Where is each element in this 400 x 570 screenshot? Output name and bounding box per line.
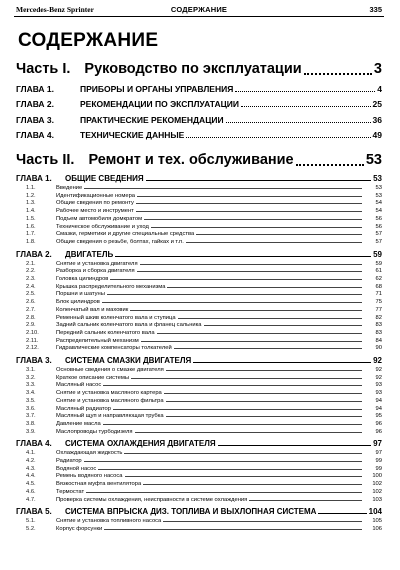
subsection-entry: [16, 526, 382, 532]
subsection-entry: [16, 413, 382, 419]
subsection-entry-title: Передний сальник коленчатого вала: [56, 329, 155, 336]
subsection-entry: [16, 345, 382, 351]
part1-label: Часть I.: [16, 61, 71, 77]
subsection-entry-title: Смазки, герметики и другие специальные средства: [56, 231, 195, 238]
subsection-entry-number: 4.5.: [26, 481, 36, 488]
header-page-number: 335: [369, 5, 382, 14]
subsection-entry-number: 2.1.: [26, 260, 36, 267]
subsection-entry-page: 62: [375, 276, 382, 282]
leader-line: [103, 385, 362, 386]
subsection-entry-title: Задний сальник коленчатого вала и фланец сальника: [56, 322, 202, 329]
subsection-entry-number: 3.4.: [26, 390, 36, 397]
subsection-entry-title: Подъем автомобиля домкратом: [56, 215, 143, 222]
subsection-entry-number: 3.7.: [26, 413, 36, 420]
subsection-entry-page: 92: [375, 374, 382, 381]
leader-line: [166, 370, 362, 371]
subsection-entry-title: Поршни и шатуны: [56, 291, 105, 298]
subsection-entry-page: 103: [372, 496, 382, 503]
chapter-entry-number: ГЛАВА 4.: [16, 129, 55, 140]
subsection-entry-page: 71: [375, 291, 382, 298]
subsection-entry-page: 99: [375, 458, 382, 464]
subsection-entry-page: 56: [375, 215, 382, 222]
subsection-entry-page: 92: [375, 367, 382, 373]
subsection-entry-title: Коленчатый вал и маховик: [56, 306, 129, 313]
leader-line: [146, 180, 371, 181]
subsection-entry-number: 2.5.: [26, 291, 36, 298]
subsection-entry-page: 100: [372, 473, 382, 480]
leader-line: [249, 500, 362, 501]
subsection-entry-number: 1.6.: [26, 223, 36, 230]
subsection-entry-page: 95: [375, 413, 382, 420]
section-entry-number: ГЛАВА 1.: [16, 174, 52, 183]
subsection-entry-number: 2.3.: [26, 276, 36, 282]
subsection-entry: [16, 421, 382, 427]
leader-line: [102, 302, 362, 303]
subsection-entry-number: 3.5.: [26, 397, 36, 404]
subsection-entry-title: Снятие и установка масляного фильтра: [56, 397, 164, 404]
subsection-entry-page: 56: [375, 223, 382, 230]
subsection-entry-number: 4.3.: [26, 465, 36, 472]
subsection-entry-title: Снятие и установка топливного насоса: [56, 518, 162, 525]
subsection-entry: [16, 458, 382, 464]
leader-line: [226, 122, 371, 123]
subsection-entry: [16, 193, 382, 199]
leader-line: [137, 196, 362, 197]
leader-line: [86, 492, 362, 493]
subsection-entry-page: 83: [375, 329, 382, 336]
subsection-entry-number: 2.2.: [26, 268, 36, 275]
subsection-entry-number: 3.8.: [26, 420, 36, 427]
subsection-entry-title: Гидравлические компенсаторы толкателей: [56, 345, 172, 352]
subsection-entry-title: Охлаждающая жидкость: [56, 450, 123, 457]
subsection-entry: [16, 185, 382, 191]
subsection-entry-number: 1.4.: [26, 208, 36, 215]
section-entry: [16, 174, 382, 183]
part1-page: 3: [373, 61, 382, 77]
subsection-entry-number: 4.4.: [26, 473, 36, 480]
subsection-entry-title: Снятие и установка двигателя: [56, 260, 138, 267]
subsection-entry: [16, 375, 382, 381]
chapter-entry-number: ГЛАВА 3.: [16, 114, 55, 125]
subsection-entry-page: 57: [375, 231, 382, 238]
subsection-entry: [16, 497, 382, 503]
leader-line: [193, 362, 371, 363]
leader-line: [163, 521, 362, 522]
subsection-entry-page: 99: [375, 465, 382, 472]
section-entry-number: ГЛАВА 2.: [16, 249, 52, 259]
subsection-entry: [16, 406, 382, 412]
subsection-entry: [16, 466, 382, 472]
subsection-entry-page: 54: [375, 208, 382, 215]
subsection-entry-page: 82: [375, 314, 382, 321]
subsection-entry: [16, 481, 382, 487]
leader-line: [136, 211, 362, 212]
subsection-entry-page: 83: [375, 322, 382, 329]
subsection-entry-page: 61: [375, 268, 382, 275]
subsection-entry: [16, 284, 382, 290]
subsection-entry-number: 1.8.: [26, 238, 36, 245]
subsection-entry-title: Основные сведения о смазке двигателя: [56, 367, 164, 373]
subsection-entry-title: Масляный радиатор: [56, 405, 111, 412]
subsection-entry: [16, 239, 382, 245]
section-entry: [16, 250, 382, 259]
subsection-entry-title: Корпус форсунки: [56, 525, 103, 532]
subsection-entry-title: Термостат: [56, 488, 85, 495]
subsection-entry-title: Проверка системы охлаждения, неисправности в системе охлаждения: [56, 496, 248, 503]
subsection-entry-title: Масляный щуп и направляющая трубка: [56, 413, 164, 420]
header-book-title: Mercedes-Benz Sprinter: [16, 5, 94, 14]
chapter-entry-title: РЕКОМЕНДАЦИИ ПО ЭКСПЛУАТАЦИИ: [80, 99, 240, 110]
subsection-entry: [16, 473, 382, 479]
subsection-entry-page: 75: [375, 299, 382, 306]
subsection-entry-number: 2.10.: [26, 329, 39, 336]
leader-line: [144, 219, 362, 220]
part2-title: Ремонт и тех. обслуживание: [88, 152, 294, 168]
subsection-entry: [16, 299, 382, 305]
leader-line: [136, 203, 362, 204]
subsection-entry-number: 3.1.: [26, 367, 36, 373]
leader-line: [103, 424, 362, 425]
subsection-entry: [16, 224, 382, 230]
subsection-entry: [16, 398, 382, 404]
subsection-entry-number: 2.9.: [26, 322, 36, 329]
subsection-entry-page: 53: [375, 192, 382, 199]
chapter-entry-number: ГЛАВА 2.: [16, 99, 55, 110]
subsection-entry: [16, 429, 382, 435]
subsection-entry-title: Рабочее место и инструмент: [56, 208, 134, 215]
subsection-entry-title: Вязкостная муфта вентилятора: [56, 481, 142, 488]
leader-line: [178, 318, 362, 319]
subsection-entry: [16, 307, 382, 313]
subsection-entry-page: 94: [375, 405, 382, 412]
section-entry-title: ОБЩИЕ СВЕДЕНИЯ: [65, 174, 144, 183]
leader-line: [151, 227, 362, 228]
section-entry-number: ГЛАВА 4.: [16, 439, 52, 449]
subsection-entry-title: Ременный шкив коленчатого вала и ступица: [56, 314, 176, 321]
section-entry-number: ГЛАВА 3.: [16, 356, 52, 365]
chapter-entry: [16, 115, 382, 125]
chapter-entry: [16, 99, 382, 109]
chapter-entry-page: 36: [372, 114, 382, 125]
subsection-entry-number: 2.7.: [26, 306, 36, 313]
page-title: СОДЕРЖАНИЕ: [18, 30, 159, 51]
chapter-entry: [16, 130, 382, 140]
subsection-entry: [16, 315, 382, 321]
leader-line: [140, 264, 362, 265]
subsection-entry-page: 84: [375, 337, 382, 344]
subsection-entry-page: 97: [375, 450, 382, 457]
section-entry-page: 92: [373, 356, 382, 365]
subsection-entry: [16, 338, 382, 344]
subsection-entry-number: 4.1.: [26, 450, 36, 457]
subsection-entry-title: Общие сведения по ремонту: [56, 200, 134, 207]
subsection-entry-number: 2.12.: [26, 345, 39, 352]
leader-line: [166, 416, 362, 417]
section-entry-page: 104: [368, 507, 382, 517]
subsection-entry-title: Блок цилиндров: [56, 299, 100, 306]
part1-entry: [16, 61, 382, 77]
leader-line: [110, 279, 362, 280]
subsection-entry-title: Давление масла: [56, 420, 101, 427]
leader-line: [167, 287, 362, 288]
subsection-entry-page: 93: [375, 390, 382, 397]
section-entry-page: 53: [373, 174, 382, 183]
subsection-entry: [16, 330, 382, 336]
header-rule: [14, 16, 384, 17]
header-section: СОДЕРЖАНИЕ: [170, 5, 228, 14]
section-entry: [16, 356, 382, 365]
subsection-entry-number: 3.9.: [26, 428, 36, 435]
chapter-entry-page: 49: [372, 129, 382, 140]
subsection-entry-title: Водяной насос: [56, 465, 97, 472]
subsection-entry: [16, 276, 382, 282]
leader-line: [124, 453, 362, 454]
leader-line: [84, 188, 362, 189]
leader-line: [196, 234, 362, 235]
leader-line: [137, 271, 362, 272]
subsection-entry: [16, 450, 382, 456]
leader-line: [131, 378, 362, 379]
leader-line: [115, 256, 371, 257]
leader-line: [141, 341, 362, 342]
subsection-entry-number: 2.11.: [26, 337, 39, 344]
subsection-entry: [16, 322, 382, 328]
subsection-entry-page: 77: [375, 306, 382, 313]
section-entry-page: 97: [373, 439, 382, 449]
leader-line: [125, 476, 363, 477]
section-entry-title: СИСТЕМА СМАЗКИ ДВИГАТЕЛЯ: [65, 356, 192, 365]
subsection-entry: [16, 291, 382, 297]
subsection-entry: [16, 367, 382, 373]
subsection-entry: [16, 216, 382, 222]
chapter-entry-title: ТЕХНИЧЕСКИЕ ДАННЫЕ: [80, 129, 185, 140]
subsection-entry-number: 2.8.: [26, 314, 36, 321]
leader-line: [130, 310, 362, 311]
subsection-entry: [16, 208, 382, 214]
subsection-entry-number: 4.2.: [26, 458, 36, 464]
subsection-entry-number: 1.7.: [26, 231, 36, 238]
subsection-entry-page: 102: [372, 481, 382, 488]
leader-dots: [304, 73, 372, 75]
subsection-entry-page: 59: [375, 260, 382, 267]
subsection-entry-number: 1.1.: [26, 185, 36, 191]
subsection-entry-title: Снятие и установка масляного картера: [56, 390, 162, 397]
subsection-entry-page: 93: [375, 382, 382, 389]
leader-line: [186, 242, 362, 243]
subsection-entry-page: 68: [375, 283, 382, 290]
subsection-entry-number: 3.6.: [26, 405, 36, 412]
leader-line: [241, 106, 371, 107]
part2-page: 53: [365, 152, 382, 168]
subsection-entry-number: 4.7.: [26, 496, 36, 503]
subsection-entry-title: Маслопроводы турбодизеля: [56, 428, 133, 435]
chapter-entry-title: ПРАКТИЧЕСКИЕ РЕКОМЕНДАЦИИ: [80, 114, 224, 125]
section-entry: [16, 507, 382, 516]
subsection-entry-number: 1.3.: [26, 200, 36, 207]
leader-line: [107, 294, 362, 295]
chapter-entry-page: 25: [372, 99, 382, 110]
subsection-entry-number: 3.3.: [26, 382, 36, 389]
subsection-entry-number: 1.5.: [26, 215, 36, 222]
part1-title: Руководство по эксплуатации: [84, 61, 302, 77]
subsection-entry-page: 96: [375, 420, 382, 427]
subsection-entry-number: 2.4.: [26, 283, 36, 290]
subsection-entry-title: Масляный насос: [56, 382, 102, 389]
leader-line: [166, 401, 362, 402]
leader-line: [143, 484, 362, 485]
subsection-entry: [16, 200, 382, 206]
section-entry-number: ГЛАВА 5.: [16, 507, 52, 517]
section-entry-page: 59: [373, 249, 382, 259]
subsection-entry-number: 5.1.: [26, 518, 36, 525]
subsection-entry-number: 3.2.: [26, 374, 36, 381]
chapter-entry-number: ГЛАВА 1.: [16, 84, 55, 94]
subsection-entry-number: 2.6.: [26, 299, 36, 306]
subsection-entry-page: 106: [372, 525, 382, 532]
section-entry-title: СИСТЕМА ВПРЫСКА ДИЗ. ТОПЛИВА И ВЫХЛОПНАЯ СИСТЕМА: [65, 507, 317, 517]
subsection-entry-page: 57: [375, 238, 382, 245]
leader-line: [318, 513, 366, 514]
subsection-entry-title: Введение: [56, 185, 83, 191]
section-entry: [16, 439, 382, 448]
leader-line: [174, 348, 362, 349]
chapter-entry-title: ПРИБОРЫ И ОРГАНЫ УПРАВЛЕНИЯ: [80, 84, 234, 94]
subsection-entry-title: Головка цилиндров: [56, 276, 109, 282]
running-header: [14, 4, 384, 16]
leader-line: [113, 409, 362, 410]
part2-label: Часть II.: [16, 152, 75, 168]
subsection-entry-page: 90: [375, 345, 382, 352]
leader-line: [164, 393, 362, 394]
subsection-entry: [16, 489, 382, 495]
subsection-entry: [16, 518, 382, 524]
leader-line: [135, 432, 362, 433]
leader-line: [84, 461, 362, 462]
section-entry-title: СИСТЕМА ОХЛАЖДЕНИЯ ДВИГАТЕЛЯ: [65, 439, 216, 449]
subsection-entry-page: 102: [372, 488, 382, 495]
subsection-entry-title: Радиатор: [56, 458, 82, 464]
subsection-entry: [16, 268, 382, 274]
leader-line: [98, 469, 362, 470]
subsection-entry-page: 53: [375, 185, 382, 191]
subsection-entry-page: 54: [375, 200, 382, 207]
section-entry-title: ДВИГАТЕЛЬ: [65, 249, 114, 259]
leader-line: [157, 333, 362, 334]
subsection-entry-title: Идентификационные номера: [56, 192, 136, 199]
subsection-entry-page: 94: [375, 397, 382, 404]
subsection-entry-title: Общие сведения о резьбе, болтах, гайках и т.п.: [56, 238, 184, 245]
subsection-entry-title: Техническое обслуживание и уход: [56, 223, 149, 230]
subsection-entry-page: 96: [375, 428, 382, 435]
subsection-entry-number: 1.2.: [26, 192, 36, 199]
subsection-entry-page: 105: [372, 518, 382, 525]
subsection-entry-title: Крышка распределительного механизма: [56, 283, 166, 290]
leader-line: [204, 325, 362, 326]
chapter-entry-page: 4: [377, 84, 382, 94]
leader-line: [235, 91, 375, 92]
subsection-entry: [16, 231, 382, 237]
leader-line: [186, 137, 370, 138]
subsection-entry: [16, 390, 382, 396]
subsection-entry-title: Разборка и сборка двигателя: [56, 268, 135, 275]
subsection-entry-title: Краткое описание системы: [56, 374, 130, 381]
subsection-entry: [16, 382, 382, 388]
subsection-entry-title: Распределительный механизм: [56, 337, 139, 344]
leader-line: [104, 529, 362, 530]
leader-line: [218, 445, 371, 446]
subsection-entry-number: 5.2.: [26, 525, 36, 532]
subsection-entry-title: Ремень водяного насоса: [56, 473, 123, 480]
chapter-entry: [16, 84, 382, 94]
part2-entry: [16, 152, 382, 168]
subsection-entry: [16, 261, 382, 267]
subsection-entry-number: 4.6.: [26, 488, 36, 495]
leader-dots: [296, 164, 364, 166]
